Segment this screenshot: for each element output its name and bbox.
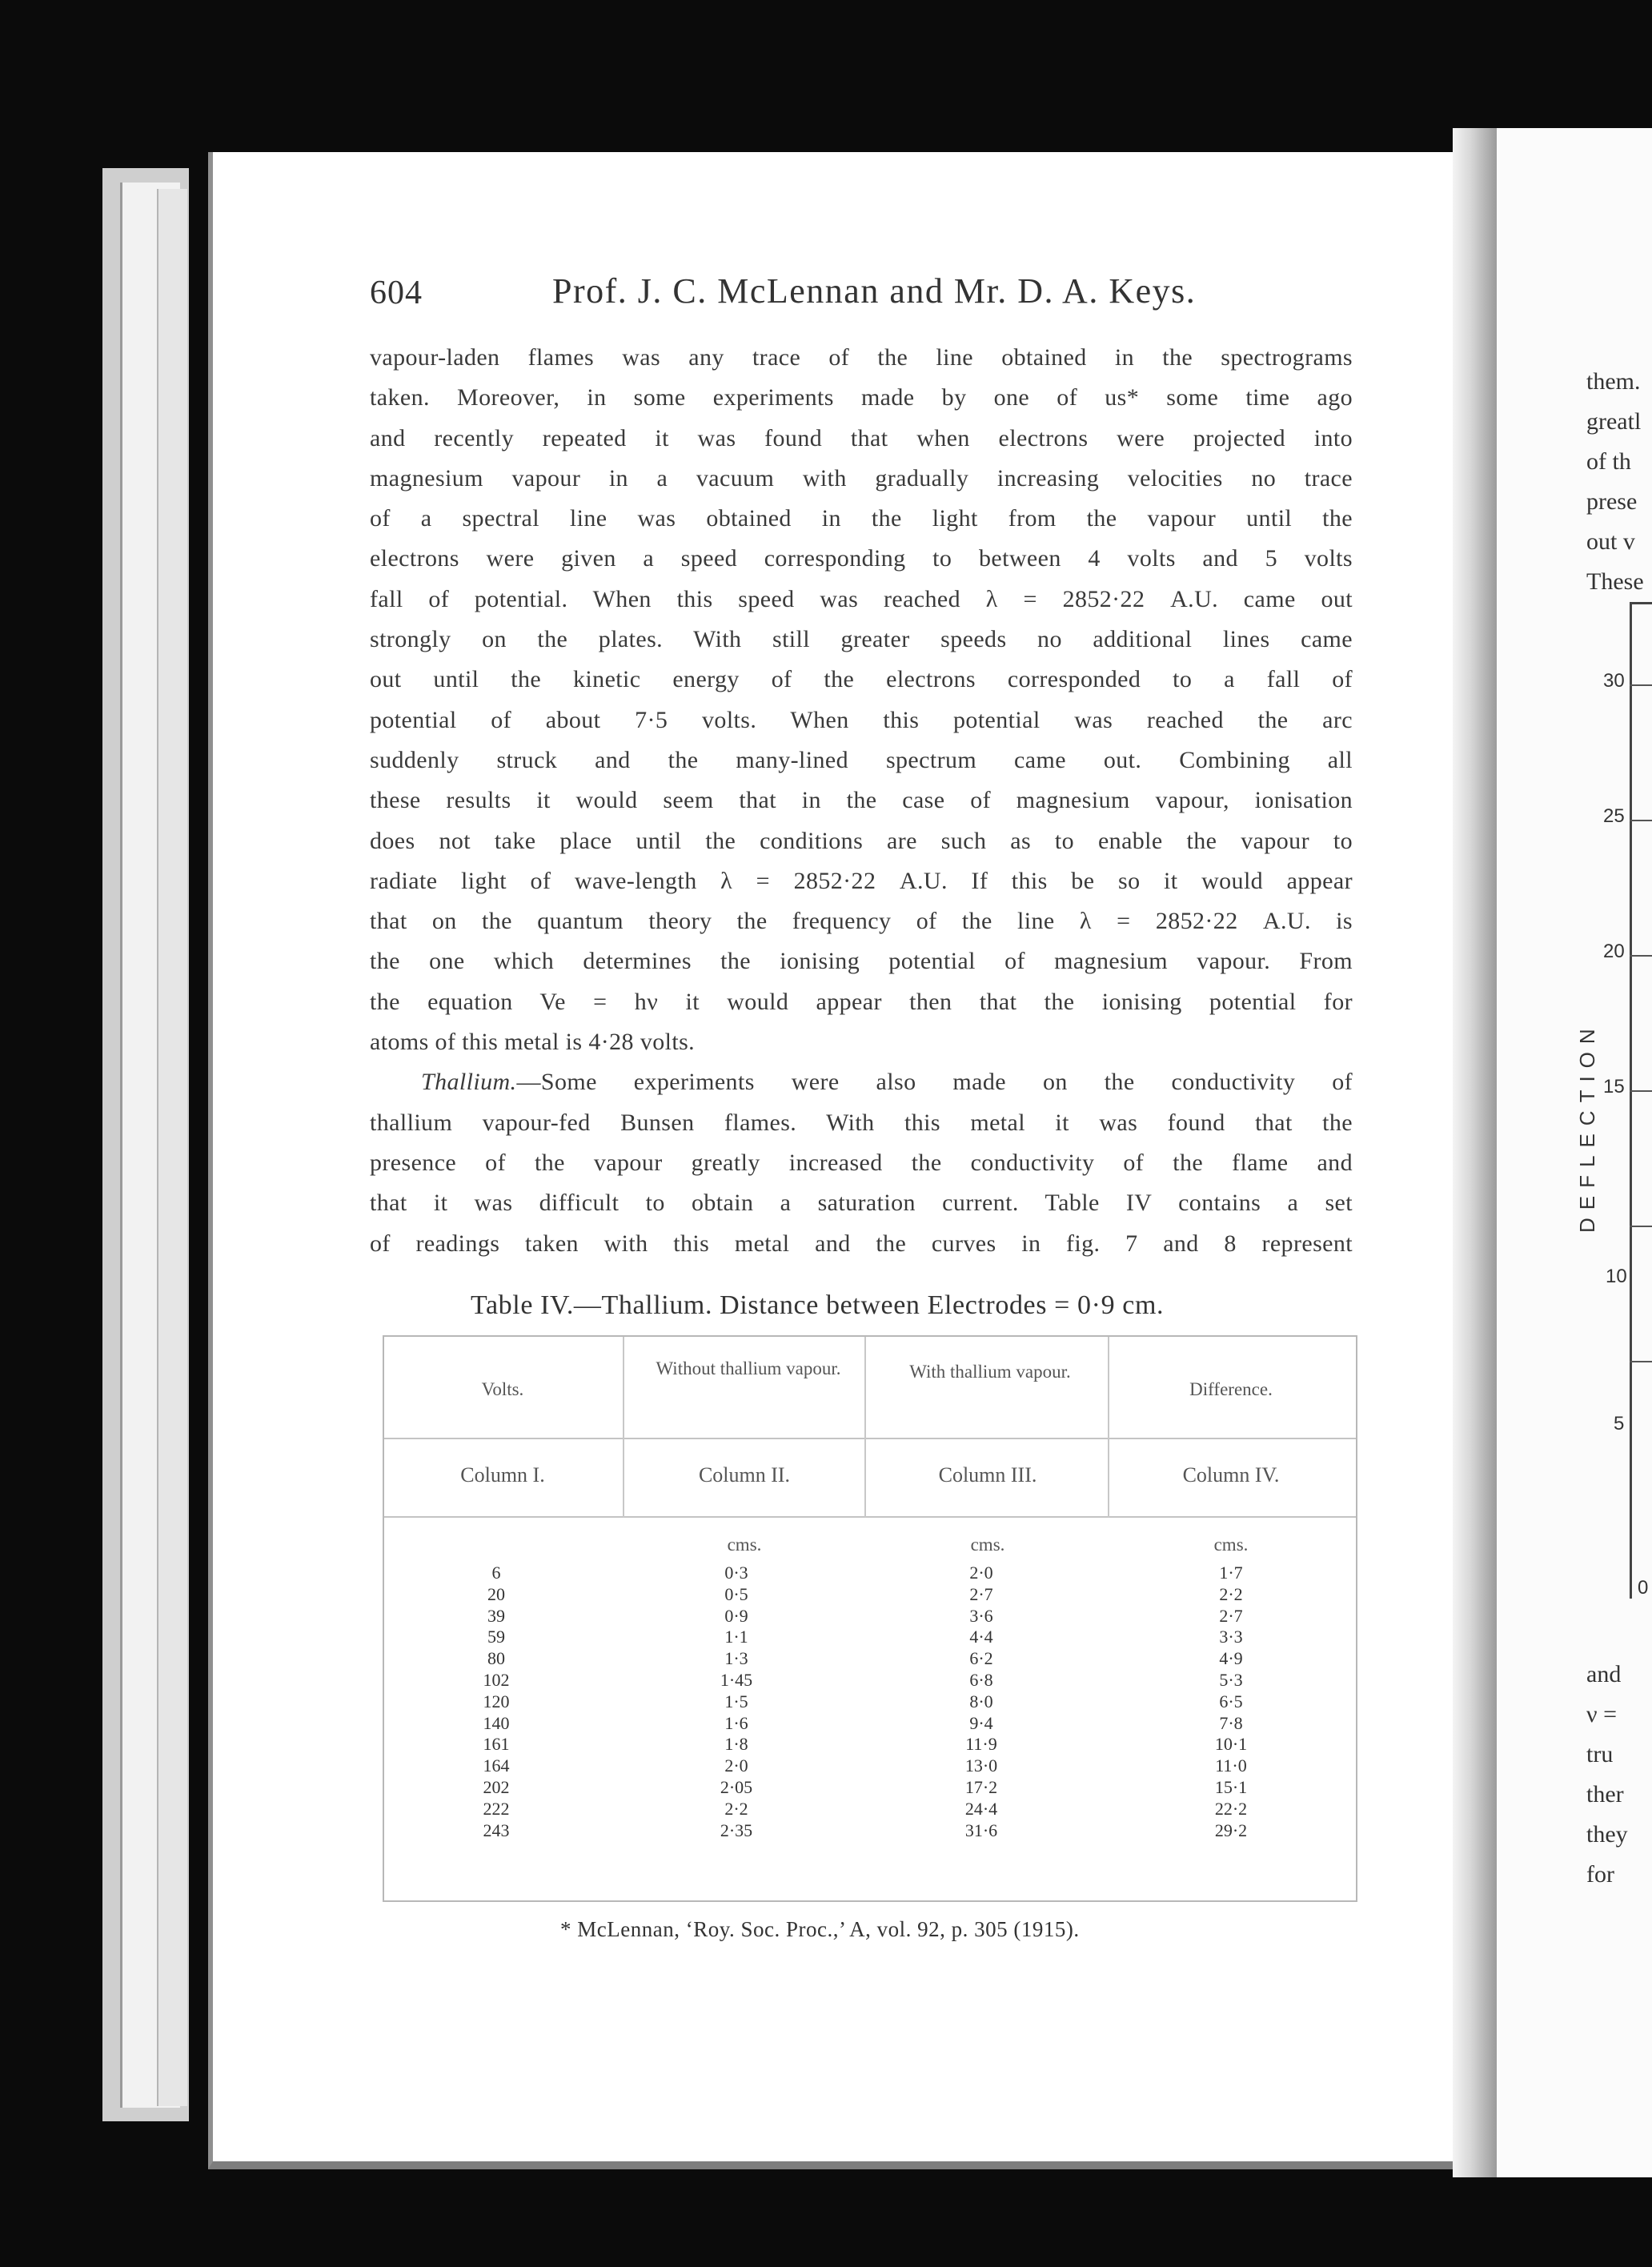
- text-line: out until the kinetic energy of the electrons corresponded to a fall of: [370, 666, 1353, 693]
- table-cell: 4·4: [969, 1627, 993, 1647]
- table-rule: [384, 1438, 1356, 1439]
- table-cell: 2·7: [1219, 1605, 1243, 1626]
- table-cell: 4·9: [1219, 1648, 1243, 1669]
- table-cell: 39: [487, 1605, 505, 1626]
- table-cell: 2·0: [969, 1563, 993, 1583]
- text-line: thallium vapour-fed Bunsen flames. With this metal it was found that the: [370, 1109, 1353, 1136]
- text-line: atoms of this metal is 4·28 volts.: [370, 1029, 696, 1056]
- table-cell: 22·2: [1214, 1798, 1248, 1819]
- table-cell: 80: [487, 1648, 505, 1669]
- y-tick-label: 30: [1603, 670, 1625, 692]
- table-cell: 2·7: [969, 1583, 993, 1604]
- table-cell: 15·1: [1214, 1776, 1248, 1797]
- table-cell: 0·3: [724, 1563, 748, 1583]
- table-cell: 1·1: [724, 1627, 748, 1647]
- text-line: presence of the vapour greatly increased the conductivity of the flame and: [370, 1149, 1353, 1176]
- column-volts: [448, 1563, 544, 1841]
- y-tick-mark: [1630, 1090, 1652, 1092]
- table-cell: 6: [491, 1563, 501, 1583]
- table-cell: 29·2: [1214, 1820, 1248, 1840]
- table-cell: 0·5: [724, 1583, 748, 1604]
- table-cell: 2·0: [724, 1755, 748, 1776]
- table-caption: Table IV.—Thallium. Distance between Electrodes = 0·9 cm.: [471, 1290, 1165, 1320]
- table-cell: 31·6: [964, 1820, 998, 1840]
- table-cell: 1·8: [724, 1734, 748, 1755]
- right-text-fragment: them.: [1586, 368, 1641, 395]
- y-tick-mark: [1630, 684, 1652, 686]
- table-cell: 9·4: [969, 1712, 993, 1733]
- table-divider: [864, 1337, 866, 1518]
- table-cell: 243: [483, 1820, 510, 1840]
- y-tick-label: 20: [1603, 941, 1625, 962]
- table-cell: 13·0: [964, 1755, 998, 1776]
- footnote: * McLennan, ‘Roy. Soc. Proc.,’ A, vol. 92, p. 305 (1915).: [560, 1917, 1080, 1941]
- text-line: does not take place until the conditions are such as to enable the vapour to: [370, 827, 1353, 854]
- table-cell: 2·35: [720, 1820, 753, 1840]
- table-cell: 1·7: [1219, 1563, 1243, 1583]
- unit-label: cms.: [970, 1535, 1005, 1555]
- column-without: [688, 1563, 784, 1841]
- text-line: that on the quantum theory the frequency of the line λ = 2852·22 A.U. is: [370, 908, 1353, 935]
- header-with: With thallium vapour.: [909, 1362, 1071, 1382]
- table-cell: 202: [483, 1776, 510, 1797]
- book-edge-inner: [157, 189, 187, 2106]
- table-cell: 2·2: [1219, 1583, 1243, 1604]
- body-text: [370, 338, 1353, 1264]
- text-line: these results it would seem that in the case of magnesium vapour, ionisation: [370, 787, 1353, 814]
- table-cell: 5·3: [1219, 1669, 1243, 1690]
- text-line: of readings taken with this metal and the curves in fig. 7 and 8 represent: [370, 1230, 1353, 1257]
- y-tick-label: 5: [1614, 1413, 1625, 1434]
- y-tick-mark: [1630, 1361, 1652, 1362]
- y-tick-label: 0: [1638, 1577, 1649, 1599]
- right-page: [1497, 128, 1652, 2177]
- text-line: suddenly struck and the many-lined spectrum came out. Combining all: [370, 746, 1353, 773]
- table-cell: 8·0: [969, 1691, 993, 1711]
- text-line: that it was difficult to obtain a saturation current. Table IV contains a set: [370, 1190, 1353, 1217]
- right-text-fragment: for: [1586, 1861, 1614, 1888]
- text-line: and recently repeated it was found that when electrons were projected into: [370, 424, 1353, 451]
- column-label: Column I.: [460, 1463, 545, 1487]
- text-line: the equation Ve = hν it would appear then that the ionising potential for: [370, 988, 1353, 1015]
- table-cell: 7·8: [1219, 1712, 1243, 1733]
- y-tick-label: 25: [1603, 805, 1625, 827]
- table-cell: 0·9: [724, 1605, 748, 1626]
- table-cell: 3·6: [969, 1605, 993, 1626]
- thallium-lead-word: Thallium.: [421, 1069, 517, 1096]
- header-volts: Volts.: [481, 1379, 524, 1399]
- table-cell: 6·5: [1219, 1691, 1243, 1711]
- table-cell: 1·5: [724, 1691, 748, 1711]
- table-cell: 6·8: [969, 1669, 993, 1690]
- page-number: 604: [370, 275, 423, 311]
- table-cell: 6·2: [969, 1648, 993, 1669]
- text-line: magnesium vapour in a vacuum with gradually increasing velocities no trace: [370, 464, 1353, 492]
- header-without: Without thallium vapour.: [656, 1358, 841, 1378]
- table-cell: 1·3: [724, 1648, 748, 1669]
- table-cell: 222: [483, 1798, 510, 1819]
- right-text-fragment: ther: [1586, 1781, 1624, 1808]
- thallium-first-line-rest: —Some experiments were also made on the conductivity of: [516, 1069, 1353, 1096]
- chart-axis: [1630, 602, 1652, 1599]
- y-tick-mark: [1630, 820, 1652, 821]
- table-cell: 59: [487, 1627, 505, 1647]
- table-divider: [623, 1337, 624, 1518]
- text-line: strongly on the plates. With still greater speeds no additional lines came: [370, 626, 1353, 653]
- text-line: the one which determines the ionising potential of magnesium vapour. From: [370, 948, 1353, 975]
- text-line: radiate light of wave-length λ = 2852·22 A.U. If this be so it would appear: [370, 867, 1353, 894]
- right-text-fragment: ν =: [1586, 1701, 1617, 1727]
- table-cell: 11·0: [1215, 1755, 1247, 1776]
- text-line: potential of about 7·5 volts. When this potential was reached the arc: [370, 706, 1353, 733]
- table-cell: 17·2: [964, 1776, 998, 1797]
- table-divider: [1108, 1337, 1109, 1518]
- table-cell: 10·1: [1214, 1734, 1248, 1755]
- table-cell: 140: [483, 1712, 510, 1733]
- column-difference: [1183, 1563, 1279, 1841]
- table-cell: 1·6: [724, 1712, 748, 1733]
- table-cell: 164: [483, 1755, 510, 1776]
- column-label: Column II.: [698, 1463, 791, 1487]
- table-cell: 24·4: [964, 1798, 998, 1819]
- text-line: taken. Moreover, in some experiments made by one of us* some time ago: [370, 384, 1353, 411]
- text-line: electrons were given a speed corresponding to between 4 volts and 5 volts: [370, 545, 1353, 572]
- text-line: fall of potential. When this speed was reached λ = 2852·22 A.U. came out: [370, 585, 1353, 612]
- right-text-fragment: and: [1586, 1661, 1622, 1687]
- table-cell: 20: [487, 1583, 505, 1604]
- right-text-fragment: greatl: [1586, 408, 1642, 435]
- right-text-fragment: of th: [1586, 448, 1631, 475]
- running-title: Prof. J. C. McLennan and Mr. D. A. Keys.: [552, 271, 1197, 311]
- y-tick-mark: [1630, 955, 1652, 957]
- right-text-fragment: prese: [1586, 488, 1638, 515]
- column-with: [933, 1563, 1029, 1841]
- right-text-fragment: tru: [1586, 1741, 1614, 1767]
- y-tick-label: 15: [1603, 1076, 1625, 1097]
- table-cell: 1·45: [720, 1669, 753, 1690]
- column-label: Column III.: [938, 1463, 1037, 1487]
- right-text-fragment: out v: [1586, 528, 1635, 555]
- header-difference: Difference.: [1189, 1379, 1273, 1399]
- unit-label: cms.: [727, 1535, 762, 1555]
- table-cell: 2·05: [720, 1776, 753, 1797]
- thallium-paragraph-first-line: [370, 1062, 1353, 1102]
- page-gutter: [1453, 128, 1497, 2177]
- text-line: of a spectral line was obtained in the light from the vapour until the: [370, 505, 1353, 532]
- table-cell: 11·9: [965, 1734, 997, 1755]
- text-line: vapour-laden flames was any trace of the line obtained in the spectrograms: [370, 344, 1353, 371]
- table-cell: 102: [483, 1669, 510, 1690]
- y-axis-title: DEFLECTION: [1575, 1021, 1599, 1233]
- right-text-fragment: These: [1586, 568, 1644, 595]
- y-tick-mark: [1630, 1226, 1652, 1227]
- table-cell: 120: [483, 1691, 510, 1711]
- right-text-fragment: they: [1586, 1821, 1628, 1848]
- table-rule: [384, 1516, 1356, 1518]
- table-cell: 2·2: [724, 1798, 748, 1819]
- table-cell: 161: [483, 1734, 510, 1755]
- y-tick-label: 10: [1606, 1266, 1627, 1287]
- table-cell: 3·3: [1219, 1627, 1243, 1647]
- column-label: Column IV.: [1182, 1463, 1280, 1487]
- unit-label: cms.: [1213, 1535, 1249, 1555]
